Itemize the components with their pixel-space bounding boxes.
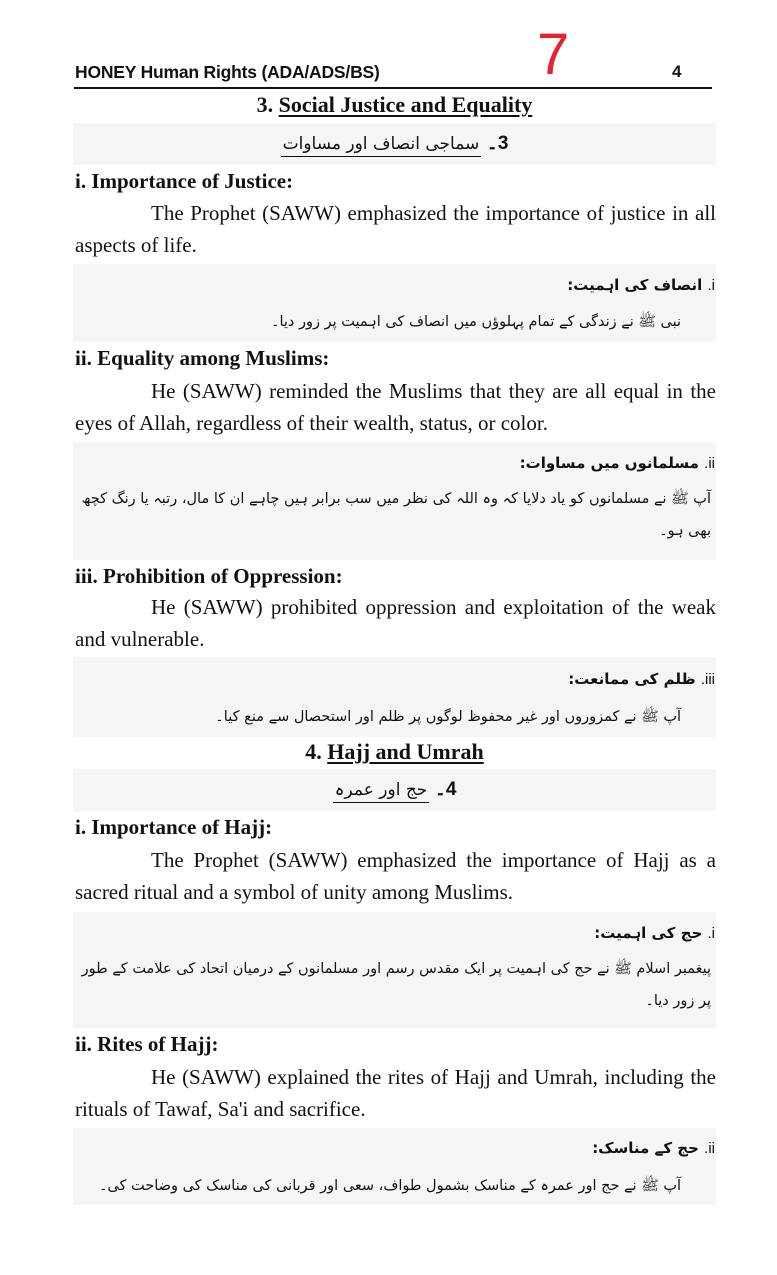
document-header-title: HONEY Human Rights (ADA/ADS/BS) bbox=[75, 62, 380, 82]
urdu-subheading bbox=[520, 452, 715, 475]
urdu-subheading-text: انصاف کی اہمیت: bbox=[567, 276, 703, 294]
chapter-number: 7 bbox=[537, 22, 570, 87]
section-number: 3. bbox=[256, 92, 274, 117]
urdu-paragraph: آپ ﷺ نے حج اور عمرہ کے مناسک بشمول طواف، سعی اور قربانی کی مناسک کی وضاحت کی۔ bbox=[98, 1178, 681, 1194]
subheading: ii. Rites of Hajj: bbox=[75, 1032, 219, 1056]
section-number: 4. bbox=[305, 739, 322, 764]
urdu-paragraph: نبی ﷺ نے زندگی کے تمام پہلوؤں میں انصاف کی اہمیت پر زور دیا۔ bbox=[270, 314, 681, 330]
urdu-subheading-text: حج کی اہمیت: bbox=[594, 924, 703, 942]
urdu-paragraph: آپ ﷺ نے کمزوروں اور غیر محفوظ لوگوں پر ظلم اور استحصال سے منع کیا۔ bbox=[215, 709, 681, 725]
section-title-text: Social Justice and Equality bbox=[278, 92, 533, 117]
paragraph: He (SAWW) explained the rites of Hajj and Umrah, including the rituals of Tawaf, Sa'i and sacrifice. bbox=[75, 1065, 716, 1121]
urdu-item-label: i. bbox=[707, 277, 715, 294]
urdu-section-title bbox=[73, 132, 716, 156]
urdu-subheading-text: مسلمانوں میں مساوات: bbox=[519, 454, 699, 472]
urdu-section-title bbox=[73, 778, 716, 802]
page-number: 4 bbox=[672, 62, 682, 81]
urdu-item-label: ii. bbox=[704, 1140, 715, 1157]
section-title bbox=[73, 92, 716, 118]
urdu-section-title-text: سماجی انصاف اور مساوات bbox=[281, 134, 482, 157]
subheading: ii. Equality among Muslims: bbox=[75, 346, 330, 370]
header-divider bbox=[74, 87, 712, 89]
urdu-subheading bbox=[567, 274, 715, 297]
urdu-section-number: 4۔ bbox=[434, 779, 457, 800]
section-title-text: Hajj and Umrah bbox=[327, 739, 484, 764]
urdu-subheading-text: ظلم کی ممانعت: bbox=[568, 670, 696, 688]
subheading: i. Importance of Hajj: bbox=[75, 815, 273, 839]
paragraph: The Prophet (SAWW) emphasized the importance of justice in all aspects of life. bbox=[75, 201, 716, 257]
urdu-subheading bbox=[592, 1137, 715, 1160]
urdu-item-label: iii. bbox=[700, 671, 715, 688]
urdu-subheading-text: حج کے مناسک: bbox=[592, 1139, 699, 1157]
subheading: i. Importance of Justice: bbox=[75, 169, 294, 193]
paragraph: He (SAWW) reminded the Muslims that they are all equal in the eyes of Allah, regardless of their wealth, status, or color. bbox=[75, 379, 716, 435]
paragraph: He (SAWW) prohibited oppression and exploitation of the weak and vulnerable. bbox=[75, 595, 716, 651]
subheading: iii. Prohibition of Oppression: bbox=[75, 564, 343, 588]
paragraph: The Prophet (SAWW) emphasized the importance of Hajj as a sacred ritual and a symbol of unity among Muslims. bbox=[75, 848, 716, 904]
urdu-subheading bbox=[568, 668, 715, 691]
urdu-item-label: i. bbox=[707, 925, 715, 942]
urdu-paragraph: پیغمبر اسلام ﷺ نے حج کی اہمیت پر ایک مقدس رسم اور مسلمانوں کے درمیان اتحاد کی علامت کے طور پر زور دیا۔ bbox=[81, 961, 711, 1009]
urdu-item-label: ii. bbox=[704, 455, 715, 472]
urdu-paragraph: آپ ﷺ نے مسلمانوں کو یاد دلایا کہ وہ اللہ کی نظر میں سب برابر ہیں چاہے ان کا مال، رتبہ یا رنگ کچھ بھی ہو۔ bbox=[81, 491, 711, 539]
urdu-section-number: 3۔ bbox=[486, 133, 509, 154]
section-title bbox=[73, 739, 716, 765]
urdu-subheading bbox=[594, 922, 715, 945]
urdu-section-title-text: حج اور عمرہ bbox=[333, 780, 430, 803]
